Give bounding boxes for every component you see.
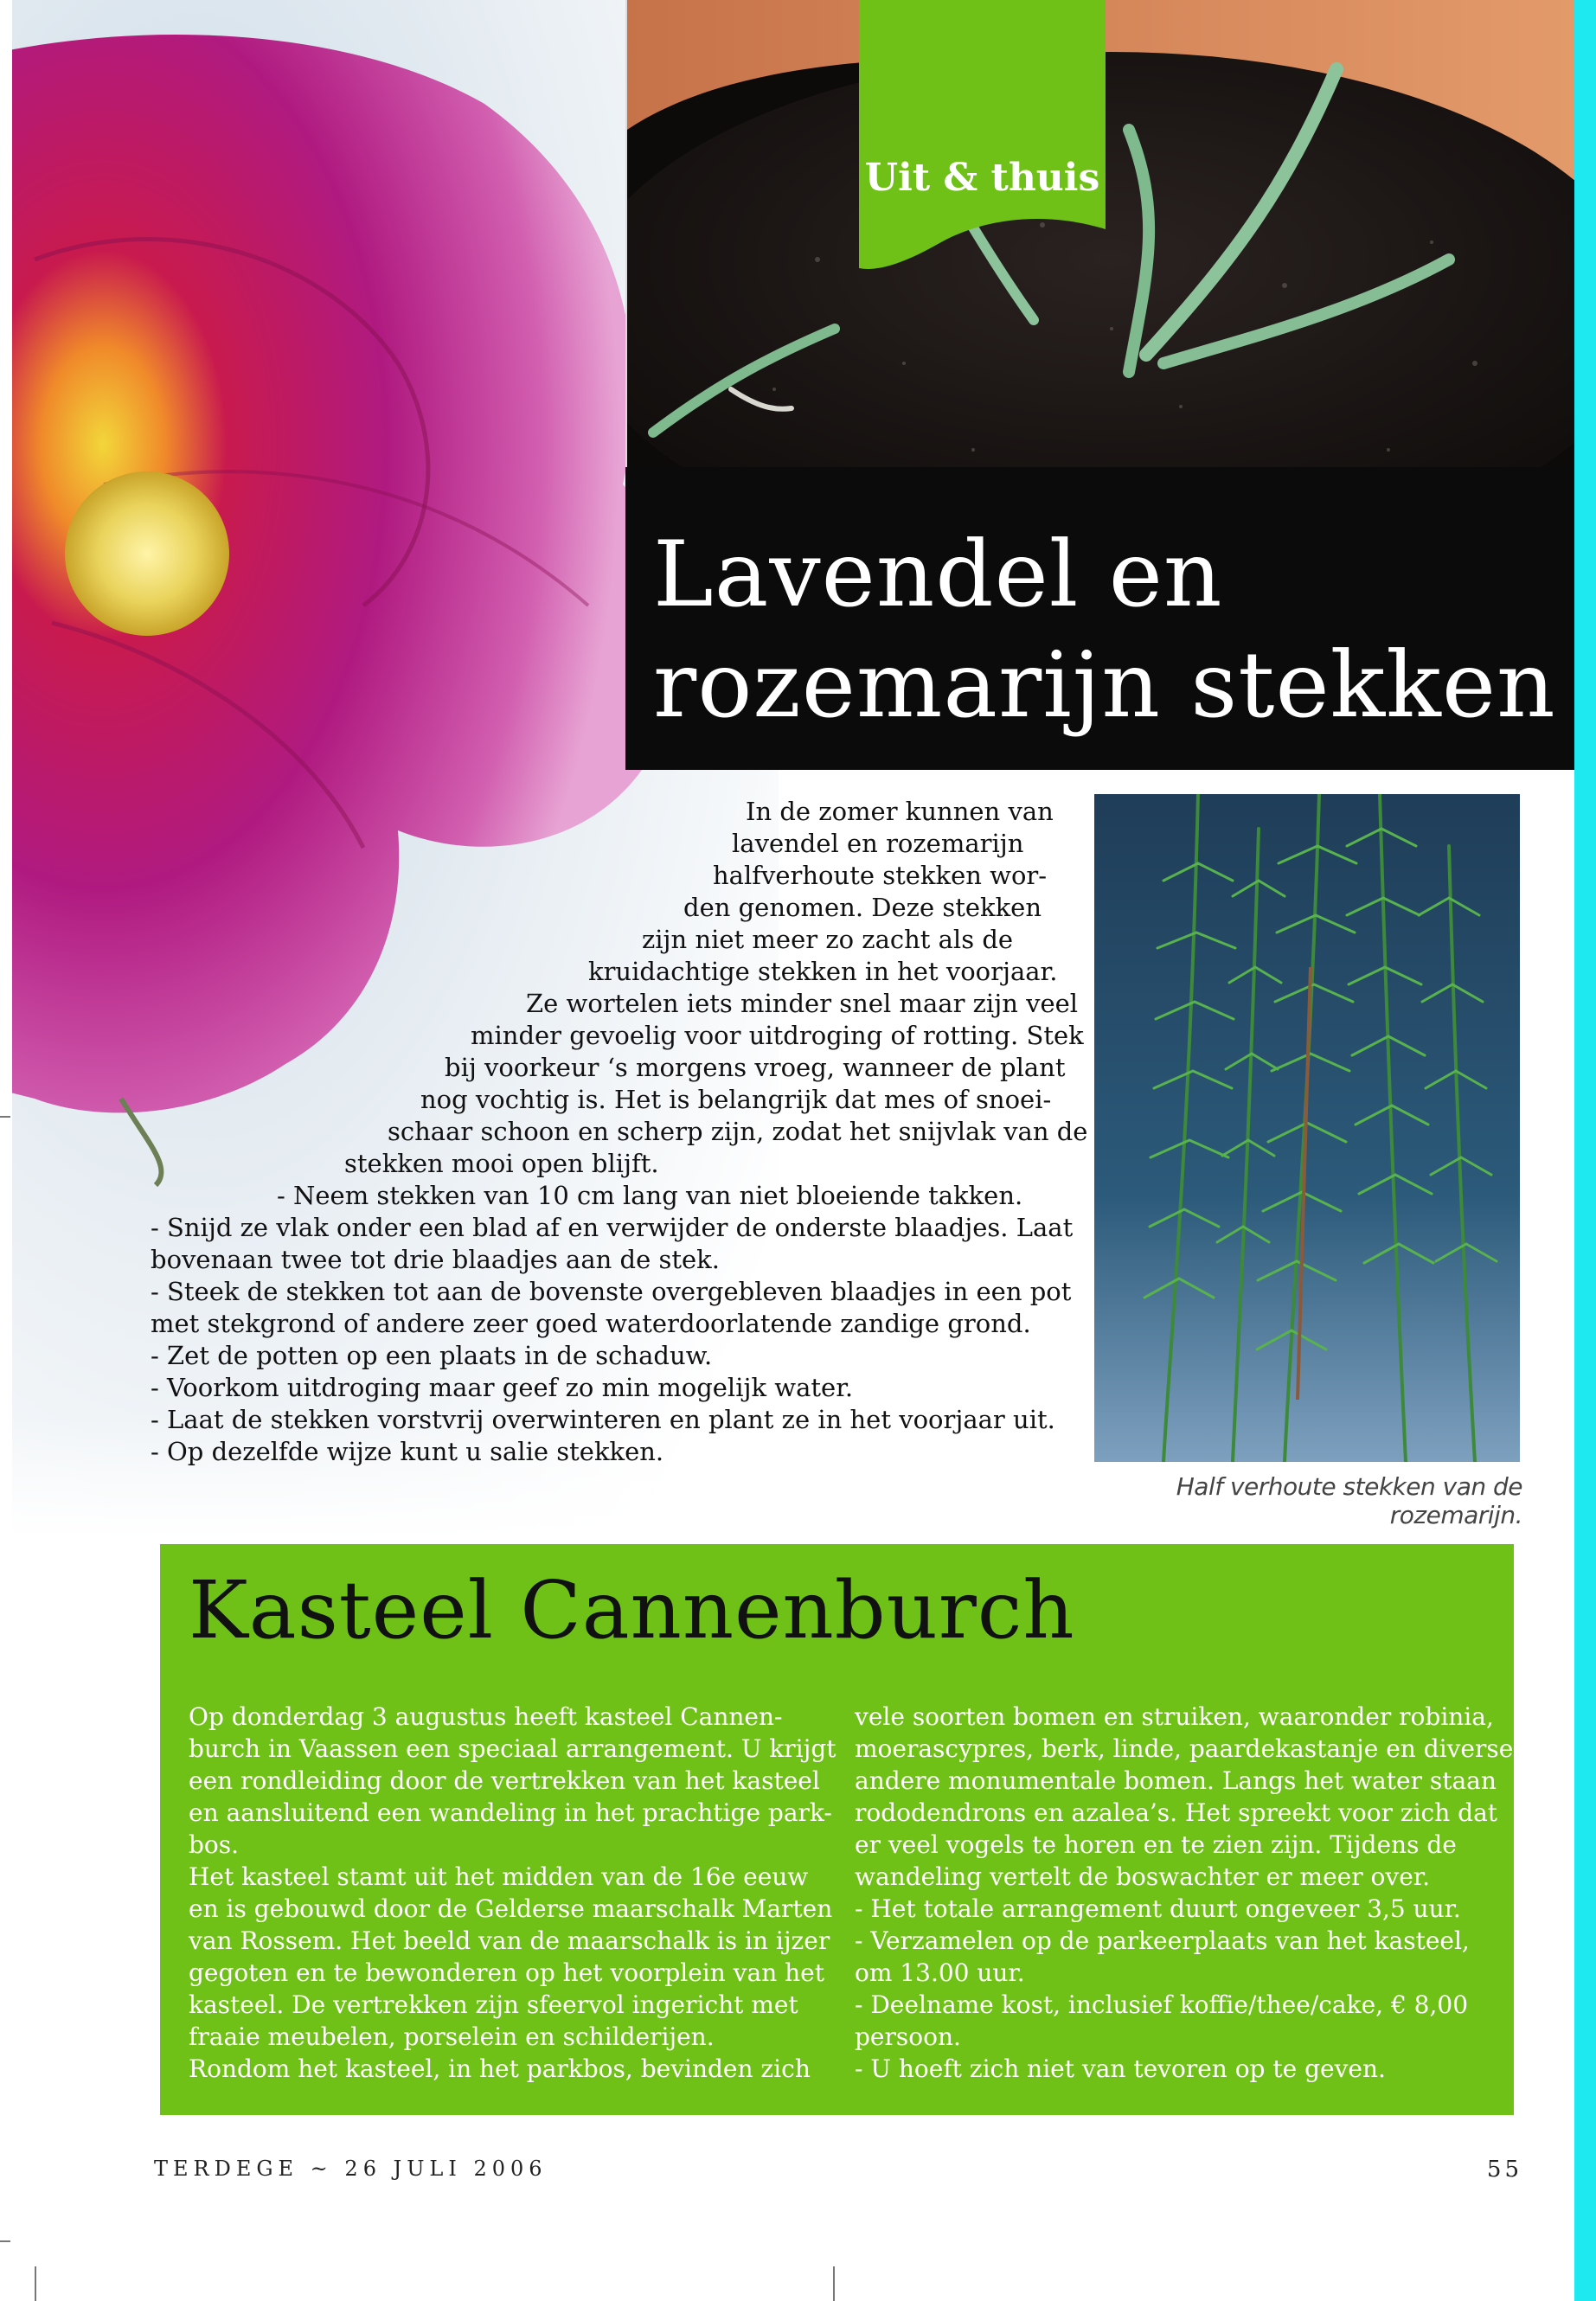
box-line: persoon. bbox=[855, 2022, 961, 2051]
box-line: bos. bbox=[189, 1830, 240, 1859]
box-line: rododendrons en azalea’s. Het spreekt voor zich dat bbox=[855, 1798, 1498, 1827]
box-line: Op donderdag 3 augustus heeft kasteel Cannen- bbox=[189, 1702, 783, 1731]
section-tab-label: Uit & thuis bbox=[864, 156, 1100, 200]
box-line: moerascypres, berk, linde, paardekastanje en diverse bbox=[855, 1734, 1514, 1763]
section-tab bbox=[859, 0, 1106, 277]
crop-mark bbox=[833, 2266, 835, 2301]
box-line: - Verzamelen op de parkeerplaats van het kasteel, bbox=[855, 1926, 1470, 1955]
box-line: wandeling vertelt de boswachter er meer over. bbox=[855, 1862, 1430, 1891]
box-line: kasteel. De vertrekken zijn sfeervol ingericht met bbox=[189, 1990, 798, 2019]
body-line: bij voorkeur ‘s morgens vroeg, wanneer de plant bbox=[445, 1053, 1066, 1082]
article-title bbox=[653, 519, 1570, 740]
body-line: - Snijd ze vlak onder een blad af en verwijder de onderste blaadjes. Laat bbox=[151, 1213, 1074, 1242]
box-line: - U hoeft zich niet van tevoren op te geven. bbox=[855, 2054, 1386, 2083]
photo-caption: Half verhoute stekken van de rozemarijn. bbox=[1176, 1472, 1522, 1529]
box-line: - Deelname kost, inclusief koffie/thee/cake, € 8,00 bbox=[855, 1990, 1469, 2019]
body-line: den genomen. Deze stekken bbox=[683, 893, 1042, 922]
box-line: Rondom het kasteel, in het parkbos, bevinden zich bbox=[189, 2054, 811, 2083]
title-line: Lavendel en bbox=[653, 522, 1223, 627]
box-line: andere monumentale bomen. Langs het water staan bbox=[855, 1766, 1497, 1795]
page-number: 55 bbox=[1486, 2157, 1522, 2182]
box-line: fraaie meubelen, porselein en schilderijen. bbox=[189, 2022, 715, 2051]
body-line: - Neem stekken van 10 cm lang van niet bloeiende takken. bbox=[277, 1181, 1023, 1210]
body-line: - Op dezelfde wijze kunt u salie stekken. bbox=[151, 1437, 664, 1466]
body-line: zijn niet meer zo zacht als de bbox=[642, 925, 1014, 954]
rosemary-cuttings-photo bbox=[1094, 794, 1520, 1462]
body-line: lavendel en rozemarijn bbox=[732, 829, 1024, 858]
box-line: gegoten en te bewonderen op het voorplein van het bbox=[189, 1958, 824, 1987]
body-line: minder gevoelig voor uitdroging of rotting. Stek bbox=[471, 1021, 1084, 1050]
bleed-edge bbox=[1574, 0, 1596, 2301]
body-line: Ze wortelen iets minder snel maar zijn veel bbox=[526, 989, 1079, 1018]
body-line: - Steek de stekken tot aan de bovenste overgebleven blaadjes in een pot bbox=[151, 1277, 1072, 1306]
crop-mark bbox=[0, 2240, 10, 2242]
body-line: schaar schoon en scherp zijn, zodat het snijvlak van de bbox=[388, 1117, 1088, 1146]
box-line: een rondleiding door de vertrekken van het kasteel bbox=[189, 1766, 820, 1795]
box-line: en aansluitend een wandeling in het prachtige park- bbox=[189, 1798, 832, 1827]
box-line: om 13.00 uur. bbox=[855, 1958, 1025, 1987]
body-line: - Zet de potten op een plaats in de schaduw. bbox=[151, 1341, 713, 1370]
body-line: stekken mooi open blijft. bbox=[344, 1149, 659, 1178]
footer-magazine-date: TERDEGE ~ 26 JULI 2006 bbox=[154, 2157, 548, 2181]
body-line: - Voorkom uitdroging maar geef zo min mogelijk water. bbox=[151, 1373, 854, 1402]
box-line: vele soorten bomen en struiken, waaronder robinia, bbox=[855, 1702, 1494, 1731]
body-line: met stekgrond of andere zeer goed waterdoorlatende zandige grond. bbox=[151, 1309, 1031, 1338]
body-line: In de zomer kunnen van bbox=[746, 797, 1054, 826]
title-line: rozemarijn stekken bbox=[653, 632, 1556, 738]
body-line: nog vochtig is. Het is belangrijk dat mes of snoei- bbox=[420, 1085, 1052, 1114]
body-line: - Laat de stekken vorstvrij overwinteren en plant ze in het voorjaar uit. bbox=[151, 1405, 1055, 1434]
box-line: - Het totale arrangement duurt ongeveer 3,5 uur. bbox=[855, 1894, 1461, 1923]
box-line: van Rossem. Het beeld van de maarschalk is in ijzer bbox=[189, 1926, 830, 1955]
body-line: kruidachtige stekken in het voorjaar. bbox=[588, 957, 1058, 986]
box-line: burch in Vaassen een speciaal arrangement. U krijgt bbox=[189, 1734, 836, 1763]
box-line: Het kasteel stamt uit het midden van de 16e eeuw bbox=[189, 1862, 809, 1891]
box-line: er veel vogels te horen en te zien zijn. Tijdens de bbox=[855, 1830, 1457, 1859]
box-line: en is gebouwd door de Gelderse maarschalk Marten bbox=[189, 1894, 833, 1923]
body-line: halfverhoute stekken wor- bbox=[713, 861, 1048, 890]
crop-mark bbox=[35, 2266, 36, 2301]
body-line: bovenaan twee tot drie blaadjes aan de stek. bbox=[151, 1245, 720, 1274]
crop-mark bbox=[0, 1116, 10, 1118]
box-title: Kasteel Cannenburch bbox=[189, 1564, 1075, 1657]
